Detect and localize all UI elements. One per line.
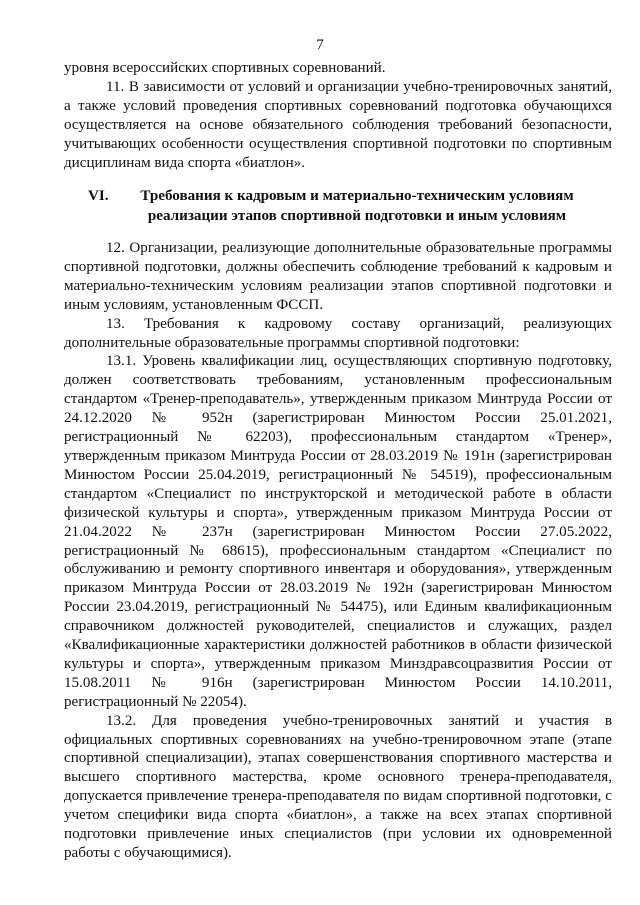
paragraph-13-2: 13.2. Для проведения учебно-тренировочных занятий и участия в официальных спортивных соревнованиях на учебно-тренировочном этапе (этапе спортивной специализации), этапах совершенствования спортивного мастерства и высшего спортивного мастерства, кроме основного тренера-преподавателя, допускается привлечение тренера-преподавателя по видам спортивной подготовки, с учетом специфики вида спорта «биатлон», а также на всех этапах спортивной подготовки привлечение иных специалистов (при условии их одновременной работы с обучающимися).: [64, 712, 612, 861]
paragraph-continuation: уровня всероссийских спортивных соревнований.: [64, 60, 386, 76]
section-number: VI.: [88, 188, 109, 204]
section-heading: [88, 186, 598, 226]
page-number: 7: [316, 37, 324, 53]
paragraph-11: 11. В зависимости от условий и организации учебно-тренировочных занятий, а также условий проведения спортивных соревнований подготовка обучающихся осуществляется на основе обязательного соблюдения требований безопасности, учитывающих особенности осуществления спортивной подготовки по спортивным дисциплинам вида спорта «биатлон».: [64, 78, 612, 171]
paragraph-13-1: 13.1. Уровень квалификации лиц, осуществляющих спортивную подготовку, должен соответствовать требованиям, установленным профессиональным стандартом «Тренер-преподаватель», утвержденным приказом Минтруда России от 24.12.2020 № 952н (зарегистрирован Минюстом России 25.01.2021, регистрационный № 62203), профессиональным стандартом «Тренер», утвержденным приказом Минтруда России от 28.03.2019 № 191н (зарегистрирован Минюстом России 25.04.2019, регистрационный № 54519), профессиональным стандартом «Специалист по инструкторской и методической работе в области физической культуры и спорта», утвержденным приказом Минтруда России от 21.04.2022 № 237н (зарегистрирован Минюстом России 27.05.2022, регистрационный № 68615), профессиональным стандартом «Специалист по обслуживанию и ремонту спортивного инвентаря и оборудования», утвержденным приказом Минтруда России от 28.03.2019 № 192н (зарегистрирован Минюстом России 23.04.2019, регистрационный № 54475), или Единым квалификационным справочником должностей руководителей, специалистов и служащих, раздел «Квалификационные характеристики должностей работников в области физической культуры и спорта», утвержденным приказом Минздравсоцразвития России от 15.08.2011 № 916н (зарегистрирован Минюстом России 14.10.2011, регистрационный № 22054).: [64, 353, 612, 710]
text-block-main: [64, 239, 612, 863]
text-block-top: [64, 59, 612, 172]
section-title: Требования к кадровым и материально-техническим условиям реализации этапов спортивной подготовки и иным условиям: [140, 188, 574, 224]
paragraph-12: 12. Организации, реализующие дополнительные образовательные программы спортивной подготовки, должны обеспечить соблюдение требований к кадровым и материально-техническим условиям реализации этапов спортивной подготовки и иным условиям, установленным ФССП.: [64, 240, 612, 313]
paragraph-13: 13. Требования к кадровому составу организаций, реализующих дополнительные образовательные программы спортивной подготовки:: [64, 315, 612, 351]
